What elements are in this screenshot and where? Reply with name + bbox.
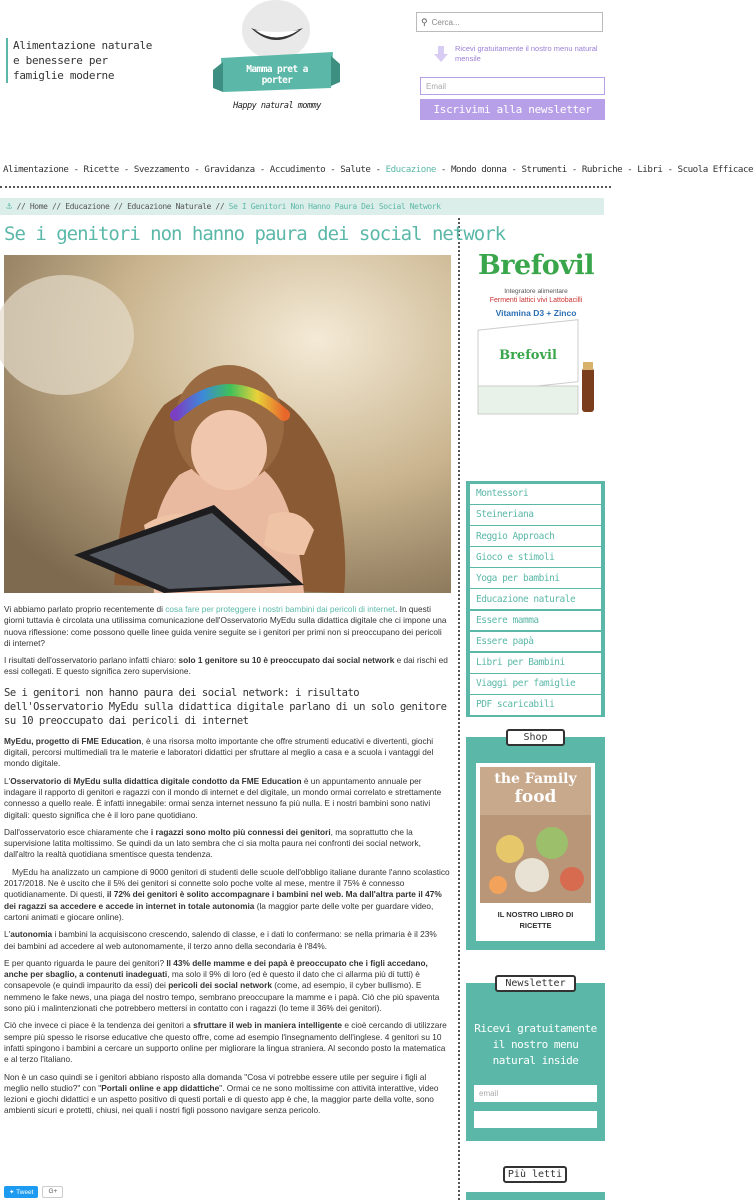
nav-separator: - — [370, 164, 386, 175]
nav-separator: - — [68, 164, 84, 175]
newsletter-widget — [466, 978, 605, 1141]
nav-item-svezzamento[interactable]: Svezzamento — [133, 164, 190, 175]
category-item[interactable]: Essere mamma — [470, 611, 601, 631]
search-placeholder: Cerca... — [431, 17, 460, 27]
ad-line2: Fermenti lattici vivi Lattobacilli — [489, 297, 583, 304]
paragraph: Ciò che invece ci piace è la tendenza dei genitori a sfruttare il web in maniera intelligente e cioè cercando di utilizzare sempre più spesso le risorse educative che questo offre, come ad esempio l'insegnamento dell'inglese. 4 genitori su 10 infatti spingono i bambini a cercare un supporto online per migliorare la lingua straniera. Al secondo posto la matematica e al terzo l'italiano. — [4, 1020, 447, 1065]
sidebar-ad[interactable] — [470, 246, 602, 421]
nav-item-libri[interactable]: Libri — [637, 164, 663, 175]
logo-subtitle: Happy natural mommy — [233, 101, 321, 111]
newsletter-title: Newsletter — [495, 975, 576, 992]
category-item[interactable]: Gioco e stimoli — [470, 547, 601, 567]
anchor-icon: ⚓ — [6, 201, 12, 212]
book-title-line1: the Family — [494, 771, 577, 787]
shop-widget — [466, 732, 605, 950]
nav-separator: - — [622, 164, 638, 175]
book-cover[interactable] — [480, 767, 591, 903]
paragraph: Non è un caso quindi se i genitori abbiano risposto alla domanda "Cosa vi potrebbe essere utile per seguire i figli al meglio nello studio?" con "Portali online e app didattiche". Ormai ce ne sono moltissime con attività interattive, video lezioni e giochi didattici e un aspetto positivo di questi portali e di questo app è che, la maggior parte della volte, sono ambienti sicuri e protetti, chiusi, nei quali i nostri figli possono navigare senza pericolo. — [4, 1071, 439, 1116]
main-nav — [0, 164, 753, 182]
breadcrumb: ⚓ // Home // Educazione // Educazione Naturale // Se I Genitori Non Hanno Paura Dei Social Network — [0, 198, 604, 215]
hero-image — [4, 255, 451, 593]
category-list — [466, 481, 605, 717]
nav-separator: - — [325, 164, 341, 175]
paragraph: MyEdu ha analizzato un campione di 9000 genitori di studenti delle scuole dell'obbligo italiane durante l'anno scolastico 2017/2018. Ne è uscito che il 5% dei genitori si connette solo poche volte al mese, mentre il 75% è connesso quotidianamente. Di questi, il 72% dei genitori è solito accompagnare i bambini nel web. Ma dall'altra parte il 47% dei ragazzi sa accedere e accede in internet in totale autonomia (la maggior parte delle volte per guardare video, cartoni animati e giocare online). — [4, 866, 450, 922]
nav-separator: - — [506, 164, 522, 175]
category-item[interactable]: Yoga per bambini — [470, 568, 601, 588]
category-item[interactable]: Educazione naturale — [470, 589, 601, 609]
search-input[interactable] — [416, 12, 603, 32]
share-bar — [4, 1186, 63, 1198]
paragraph: Vi abbiamo parlato proprio recentemente di cosa fare per proteggere i nostri bambini dai pericoli di internet. In questi giorni tuttavia è circolata una utilissima comunicazione dell'Osservatorio MyEdu sulla didattica digitale che ci impone una nuova riflessione: come possono quelle linee guida venire seguite se i genitori per primi non si preoccupano dei pericoli di internet? — [4, 604, 447, 648]
newsletter-text: Ricevi gratuitamente il nostro menu natural inside — [474, 1022, 597, 1067]
nav-item-strumenti[interactable]: Strumenti — [521, 164, 567, 175]
nav-item-scuola-efficace[interactable]: Scuola Efficace — [677, 164, 753, 175]
down-arrow-icon — [434, 46, 448, 62]
nav-separator: - — [118, 164, 134, 175]
ad-box-brand: Brefovil — [499, 348, 557, 363]
newsletter-submit-field[interactable] — [474, 1111, 597, 1128]
nav-separator: - — [189, 164, 205, 175]
newsletter-promo-text: Ricevi gratuitamente il nostro menu natural mensile — [455, 44, 598, 63]
nav-item-rubriche[interactable]: Rubriche — [581, 164, 623, 175]
ad-line3: Vitamina D3 + Zinco — [495, 308, 577, 318]
breadcrumb-home[interactable]: Home — [29, 202, 48, 211]
category-item[interactable]: Reggio Approach — [470, 526, 601, 546]
category-item[interactable]: Montessori — [470, 484, 601, 504]
paragraph: L'Osservatorio di MyEdu sulla didattica digitale condotto da FME Education è un appuntamento annuale per indagare il rapporto di genitori e ragazzi con il mondo di internet e del digitale, un mondo ormai correlato e strettamente connesso a quello reale. È infatti innegabile: ormai senza internet nessuno fa più nulla. E i nostri bambini sono nativi digitali: questo significa che è il loro pane quotidiano. — [4, 775, 442, 820]
nav-item-alimentazione[interactable]: Alimentazione — [3, 164, 69, 175]
newsletter-subscribe-button[interactable]: Iscrivimi alla newsletter — [420, 99, 605, 120]
nav-item-ricette[interactable]: Ricette — [83, 164, 119, 175]
piu-letti-bar — [466, 1192, 605, 1200]
article-title: Se i genitori non hanno paura dei social network — [4, 223, 506, 245]
nav-separator: - — [566, 164, 582, 175]
breadcrumb-level1[interactable]: Educazione — [65, 202, 110, 211]
shop-title: Shop — [506, 729, 565, 746]
category-item[interactable]: Libri per Bambini — [470, 653, 601, 673]
paragraph: I risultati dell'osservatorio parlano infatti chiaro: solo 1 genitore su 10 è preoccupato dai social network e dai rischi ed essi collegati. E questo significa zero supervisione. — [4, 655, 448, 677]
category-item[interactable]: Viaggi per famiglie — [470, 674, 601, 694]
section-heading: Se i genitori non hanno paura dei social network: i risultato dell'Osservatorio MyEdu sulla didattica digitale parlano di un solo genitore su 10 preoccupato dai pericoli di internet — [4, 686, 447, 727]
tweet-button[interactable]: ✦ Tweet — [4, 1186, 38, 1198]
nav-item-accudimento[interactable]: Accudimento — [269, 164, 326, 175]
nav-divider — [0, 186, 611, 188]
breadcrumb-level2[interactable]: Educazione Naturale — [127, 202, 211, 211]
search-icon: ⚲ — [421, 16, 428, 27]
piu-letti-title: Più letti — [503, 1166, 567, 1183]
newsletter-email-field[interactable]: email — [474, 1085, 597, 1102]
nav-item-educazione[interactable]: Educazione — [385, 164, 436, 175]
nav-separator: - — [254, 164, 270, 175]
nav-item-salute[interactable]: Salute — [340, 164, 371, 175]
shop-card[interactable] — [476, 763, 595, 941]
logo-banner-text: Mamma pret a porter — [246, 64, 308, 86]
header-email-field[interactable]: Email — [420, 77, 605, 95]
paragraph: Dall'osservatorio esce chiaramente che i ragazzi sono molto più connessi dei genitori, ma soprattutto che la supervisione latita moltissimo. Se quindi da un lato sembra che ci sia molta paura nei confronti dei social network, dall'altro la realtà quotidiana smentisce questa tendenza. — [4, 826, 421, 860]
nav-item-mondo-donna[interactable]: Mondo donna — [451, 164, 507, 175]
paragraph: L'autonomia i bambini la acquisiscono crescendo, salendo di classe, e i dati lo confermano: se nella primaria è il 23% dei bambini ad accedere al web autonomamente, il terzo anno della secondaria è l'84%. — [4, 929, 437, 951]
internal-link[interactable]: cosa fare per proteggere i nostri bambini dai pericoli di internet — [165, 604, 395, 614]
nav-item-gravidanza[interactable]: Gravidanza — [204, 164, 255, 175]
article-body — [4, 604, 450, 1123]
category-item[interactable]: Essere papà — [470, 632, 601, 652]
google-plus-button[interactable]: G+ — [42, 1186, 63, 1198]
column-divider — [458, 218, 460, 1200]
category-item[interactable]: Steineriana — [470, 505, 601, 525]
breadcrumb-current: Se I Genitori Non Hanno Paura Dei Social Network — [228, 202, 441, 211]
paragraph: MyEdu, progetto di FME Education, è una risorsa molto importante che offre strumenti educativi e divertenti, giochi digitali, percorsi multimediali tra le materie e laboratori didattici per sfruttare al meglio a casa e a scuola i vantaggi del mondo digitale. — [4, 735, 434, 769]
nav-separator: - — [662, 164, 678, 175]
site-logo[interactable] — [213, 0, 340, 118]
book-label[interactable]: IL NOSTRO LIBRO DI RICETTE — [497, 910, 574, 930]
ad-line1: Integratore alimentare — [504, 288, 568, 295]
site-tagline: Alimentazione naturale e benessere per famiglie moderne — [6, 38, 163, 83]
category-item[interactable]: PDF scaricabili — [470, 695, 601, 715]
book-title-line2: food — [514, 787, 557, 807]
ad-brand: Brefovil — [477, 250, 595, 281]
nav-separator: - — [435, 164, 451, 175]
paragraph: E per quanto riguarda le paure dei genitori? Il 43% delle mamme e dei papà è preoccupato che i figli accedano, anche per sbaglio, a contenuti inadeguati, ma solo il 9% di loro (ed è questo il dato che ci allarma più di tutti) è consapevole (e quindi impaurito da essi) dei pericoli dei social network (come, ad esempio, il cyber bullismo). E nemmeno le fake news, una piaga del nostro tempo, sembrano preoccupare la mamme e i papà. Ciò che più spaventa sono più i malintenzionati che potrebbero mettersi in contatto con i ragazzi (lo teme il 36% dei genitori). — [4, 957, 440, 1014]
